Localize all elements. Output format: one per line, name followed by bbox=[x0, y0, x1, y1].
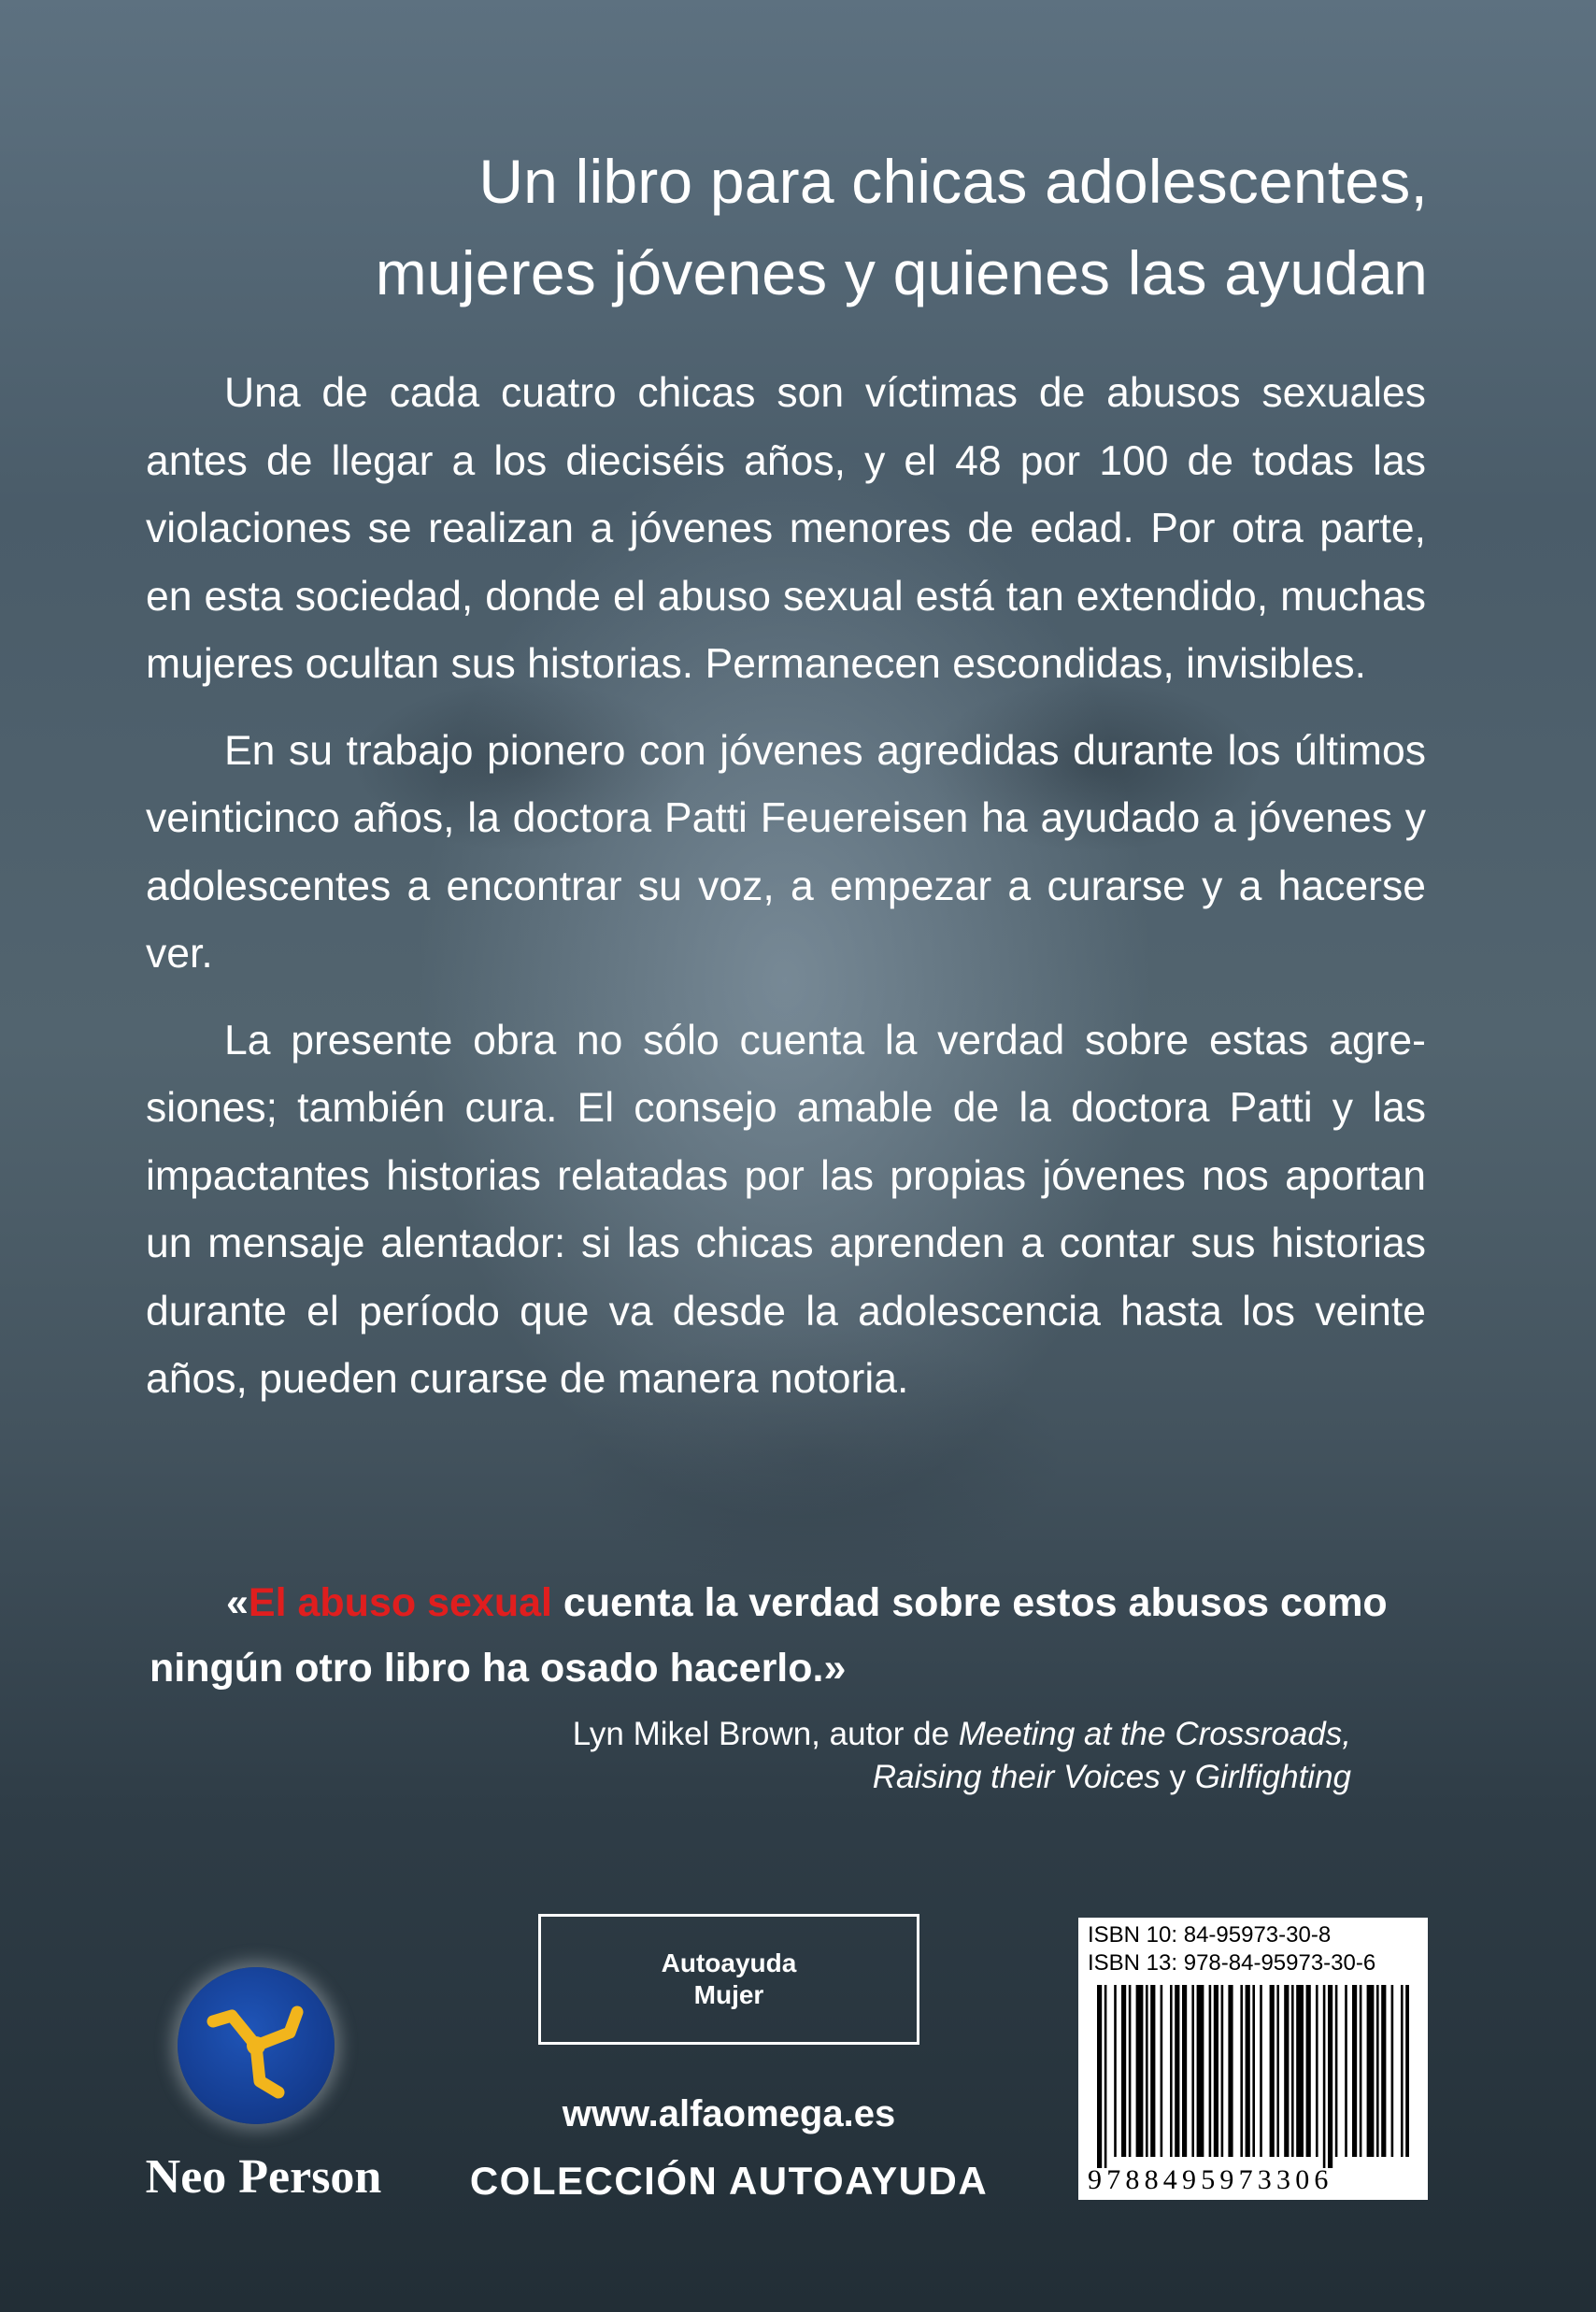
barcode-bar bbox=[1381, 1985, 1386, 2157]
barcode-bar bbox=[1316, 1985, 1318, 2157]
barcode-bar bbox=[1209, 1985, 1212, 2157]
barcode-bar bbox=[1405, 1985, 1409, 2157]
headline-line-1: Un libro para chicas adolescentes, bbox=[478, 147, 1428, 216]
barcode-bar bbox=[1276, 1985, 1279, 2157]
barcode-bar bbox=[1270, 1985, 1275, 2157]
category-box bbox=[538, 1914, 919, 2045]
barcode-bar bbox=[1170, 1985, 1173, 2157]
barcode-bar bbox=[1121, 1985, 1126, 2157]
barcode-bar bbox=[1104, 1985, 1107, 2168]
barcode-bar bbox=[1146, 1985, 1148, 2157]
barcode-bar bbox=[1129, 1985, 1132, 2157]
barcode-bar bbox=[1252, 1985, 1255, 2157]
isbn-barcode-panel bbox=[1078, 1918, 1428, 2200]
attribution-prefix: Lyn Mikel Brown, autor de bbox=[572, 1716, 959, 1752]
triskelion-icon bbox=[178, 1967, 335, 2124]
barcode-bar bbox=[1246, 1985, 1250, 2157]
attribution-title-1: Meeting at the Crossroads, bbox=[958, 1716, 1351, 1752]
barcode-bar bbox=[1228, 1985, 1233, 2157]
barcode-bar bbox=[1323, 1985, 1326, 2168]
barcode-bar bbox=[1182, 1985, 1187, 2157]
quote-text: cuenta la verdad sobre estos abusos como ningún otro libro ha osado hacerlo.» bbox=[150, 1580, 1388, 1691]
category-line-1: Autoayuda bbox=[661, 1948, 797, 1977]
barcode-bar bbox=[1306, 1985, 1311, 2157]
barcode-bar bbox=[1296, 1985, 1304, 2157]
barcode-bar bbox=[1401, 1985, 1404, 2157]
barcode bbox=[1097, 1985, 1409, 2168]
barcode-bar bbox=[1097, 1985, 1102, 2168]
quote-open-mark: « bbox=[226, 1580, 249, 1625]
publisher-logo bbox=[178, 1967, 335, 2124]
barcode-bar bbox=[1360, 1985, 1362, 2157]
attribution-title-2: Raising their Voices bbox=[872, 1759, 1161, 1795]
barcode-bar bbox=[1150, 1985, 1155, 2157]
category-line-2: Mujer bbox=[693, 1980, 764, 2009]
barcode-bar bbox=[1197, 1985, 1204, 2157]
barcode-bar bbox=[1345, 1985, 1347, 2157]
barcode-bar bbox=[1161, 1985, 1163, 2157]
synopsis-paragraph-1: Una de cada cuatro chicas son víctimas de abusos sexuales antes de llegar a los dieciséis años, y el 48 por 100 de todas las violaciones se realizan a jóvenes menores de edad. Por otra parte, en esta sociedad, donde el abuso sexual está tan extendido, muchas mujeres ocultan sus historias. Permanecen escondidas, invisibles. bbox=[146, 370, 1426, 687]
barcode-digits: 9788495973306 bbox=[1088, 2164, 1333, 2195]
headline bbox=[64, 136, 1428, 319]
barcode-bar bbox=[1284, 1985, 1289, 2157]
barcode-bar bbox=[1240, 1985, 1243, 2157]
attribution-title-3: Girlfighting bbox=[1194, 1759, 1351, 1795]
collection-name: COLECCIÓN AUTOAYUDA bbox=[469, 2159, 989, 2203]
barcode-bar bbox=[1136, 1985, 1144, 2157]
barcode-bar bbox=[1221, 1985, 1224, 2157]
barcode-bar bbox=[1114, 1985, 1117, 2157]
barcode-bar bbox=[1376, 1985, 1379, 2157]
barcode-bar bbox=[1391, 1985, 1394, 2157]
synopsis-paragraph-2: En su trabajo pionero con jóvenes agredidas durante los últimos veinticinco años, la doctora Patti Feuereisen ha ayudado a jóvenes y adolescentes a encontrar su voz, a empezar a curarse y a hacerse ver. bbox=[146, 727, 1426, 977]
quote-attribution bbox=[230, 1713, 1351, 1799]
barcode-bar bbox=[1328, 1985, 1332, 2168]
publisher-website: www.alfaomega.es bbox=[562, 2093, 896, 2134]
barcode-bar bbox=[1367, 1985, 1375, 2157]
barcode-bar bbox=[1335, 1985, 1338, 2157]
headline-line-2: mujeres jóvenes y quienes las ayudan bbox=[375, 238, 1428, 307]
barcode-bar bbox=[1175, 1985, 1179, 2157]
isbn-13: ISBN 13: 978-84-95973-30-6 bbox=[1088, 1950, 1376, 1976]
quote-book-title: El abuso sexual bbox=[248, 1580, 552, 1625]
endorsement-quote bbox=[150, 1570, 1430, 1701]
barcode-bar bbox=[1291, 1985, 1294, 2157]
synopsis-paragraph-3: La presente obra no sólo cuenta la verdad sobre estas agresiones; también cura. El consejo amable de la doctora Patti y las impactantes historias relatadas por las propias jóvenes nos aportan un mensaje alentador: si las chicas aprenden a contar sus historias durante el período que va desde la adolescencia hasta los veinte años, pueden curarse de manera notoria. bbox=[146, 1017, 1426, 1402]
isbn-10: ISBN 10: 84-95973-30-8 bbox=[1088, 1922, 1332, 1948]
publisher-brand: Neo Person bbox=[145, 2150, 382, 2204]
attribution-conjunction: y bbox=[1160, 1759, 1195, 1795]
barcode-bar bbox=[1214, 1985, 1218, 2157]
barcode-bar bbox=[1191, 1985, 1194, 2157]
barcode-bar bbox=[1352, 1985, 1357, 2157]
barcode-bar bbox=[1260, 1985, 1262, 2157]
synopsis bbox=[146, 360, 1426, 1433]
